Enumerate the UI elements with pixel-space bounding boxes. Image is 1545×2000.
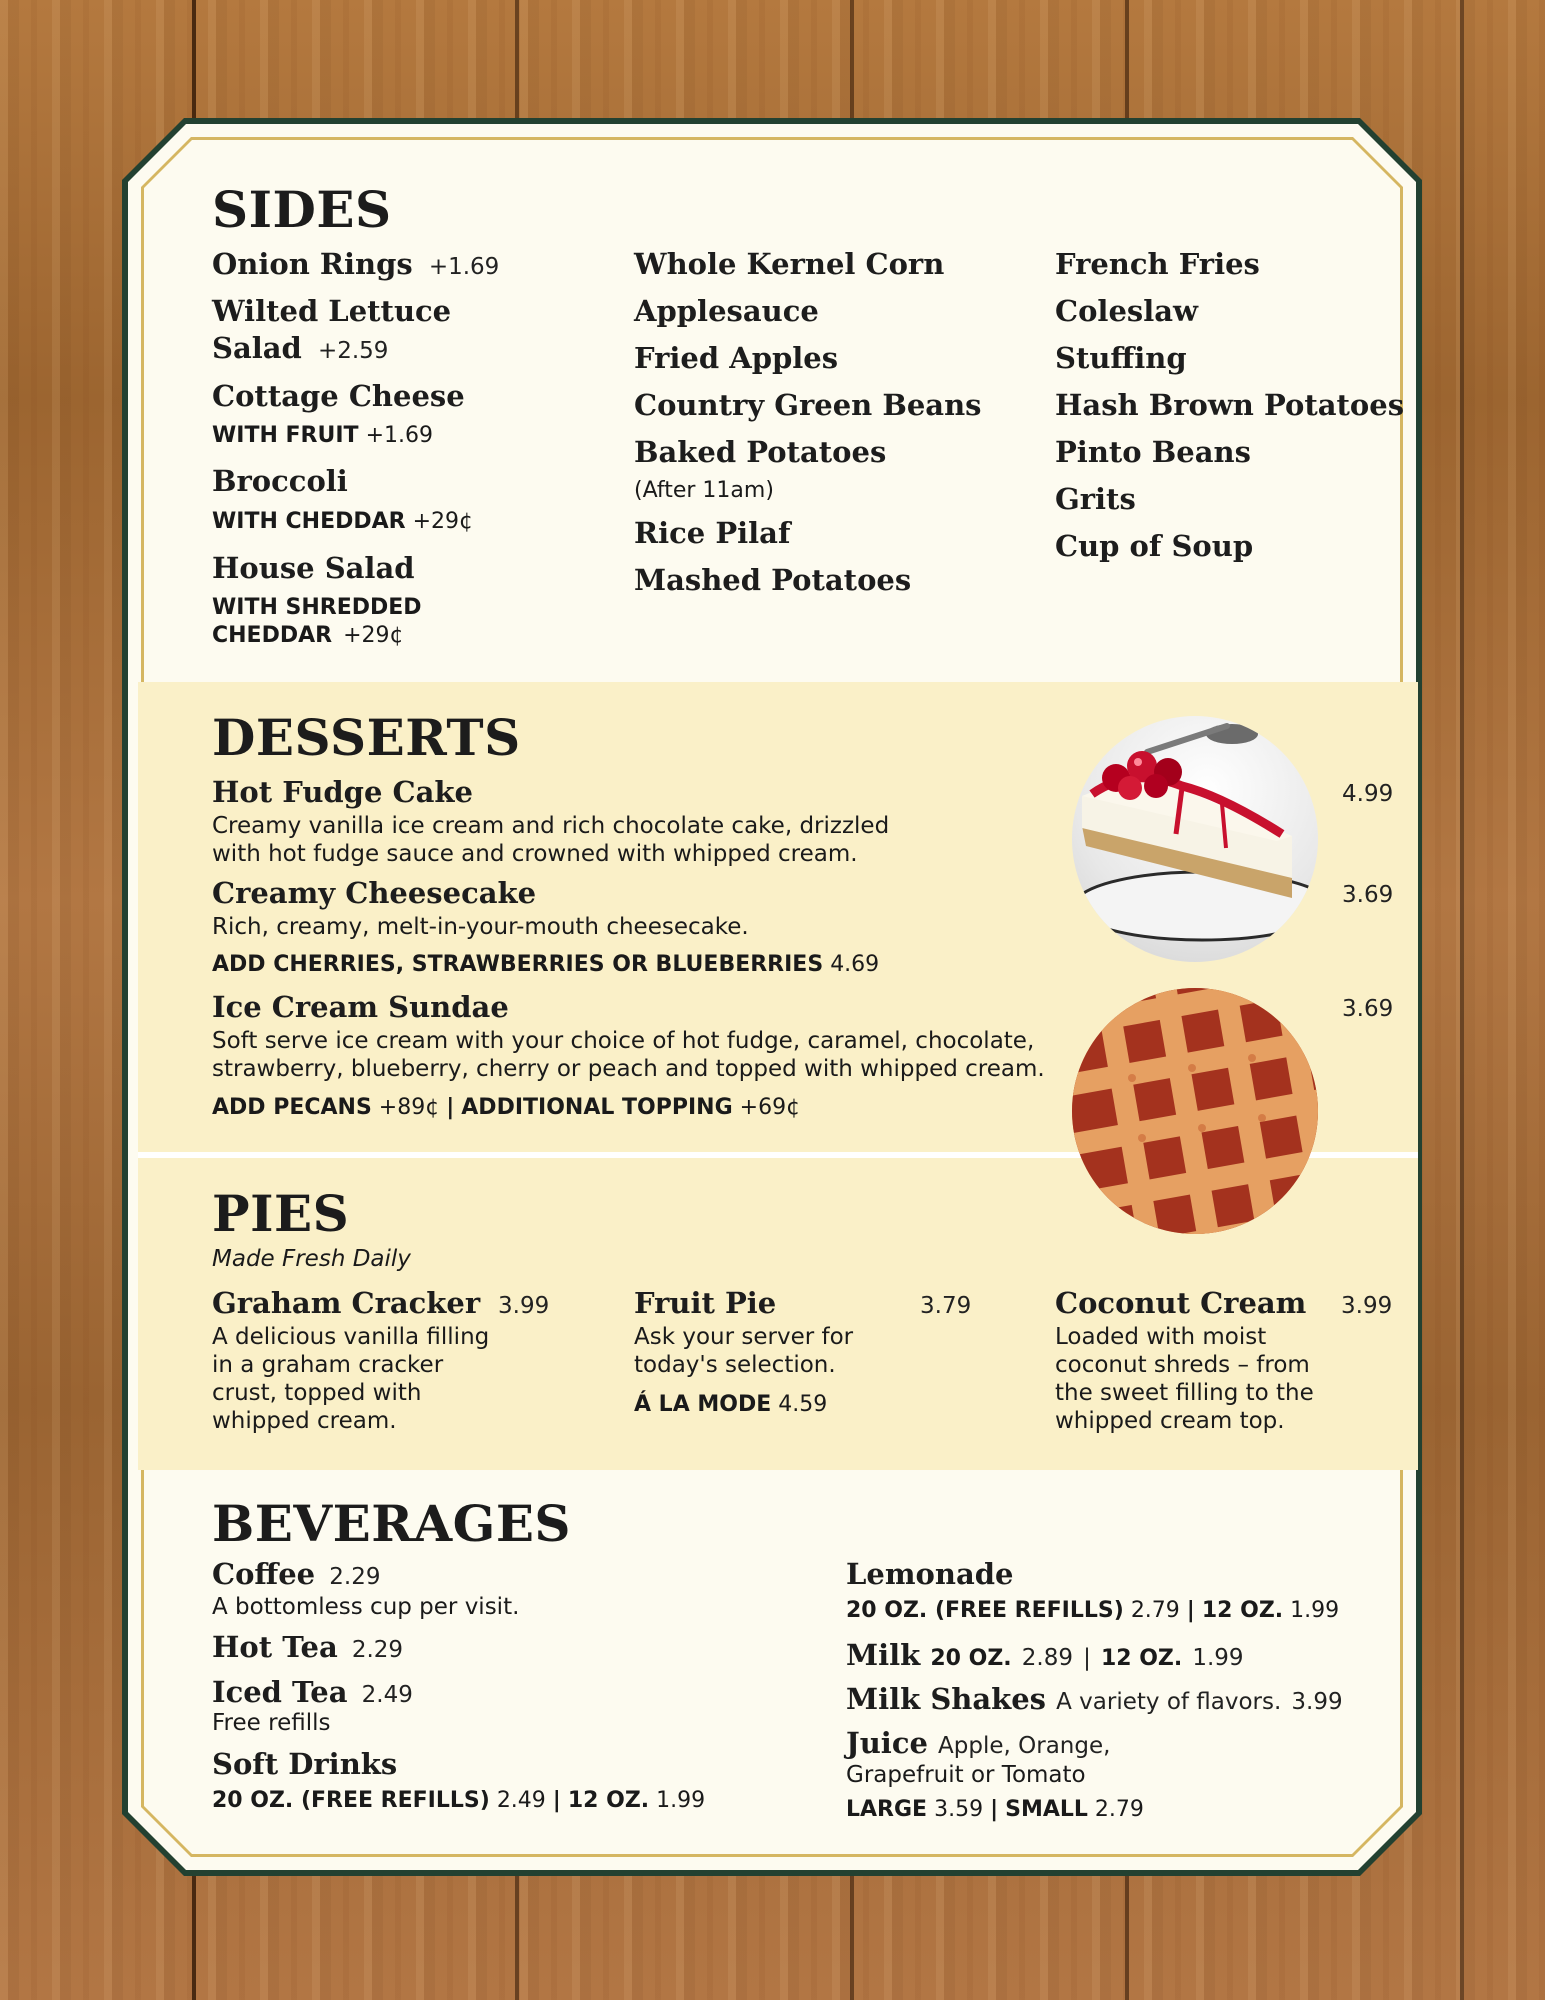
pie-graham-cracker: Graham Cracker	[212, 1286, 481, 1320]
size-price: 2.79	[1130, 1598, 1180, 1623]
side-item: Baked Potatoes	[634, 435, 887, 469]
desserts-heading: DESSERTS	[212, 708, 521, 767]
beverage-description: Free refills	[212, 1710, 331, 1736]
side-house-salad-option-line1: WITH SHREDDED	[212, 595, 422, 620]
pie-description: whipped cream top.	[1055, 1408, 1285, 1434]
size-price: 3.59	[934, 1797, 984, 1822]
beverage-milk	[846, 1638, 1244, 1672]
dessert-hot-fudge-cake: Hot Fudge Cake	[212, 775, 473, 809]
size-label: 12 OZ.	[1100, 1646, 1183, 1671]
pie-price: 3.99	[498, 1293, 550, 1319]
pie-price: 3.79	[920, 1293, 972, 1319]
addon-label: ADD CHERRIES, STRAWBERRIES OR BLUEBERRIES	[212, 952, 824, 977]
pie-illustration	[1072, 988, 1318, 1234]
addon-price: 4.69	[830, 952, 880, 977]
dessert-description: Creamy vanilla ice cream and rich chocolate cake, drizzled	[212, 813, 890, 839]
item-name: Hot Tea	[212, 1630, 338, 1664]
beverage-description: Grapefruit or Tomato	[846, 1762, 1086, 1788]
pie-description: crust, topped with	[212, 1380, 422, 1406]
cheesecake-photo	[1072, 716, 1318, 962]
item-price: 2.49	[361, 1682, 413, 1708]
item-name: Salad	[212, 331, 302, 365]
dessert-price: 3.69	[1342, 882, 1394, 908]
beverages-heading: BEVERAGES	[212, 1494, 572, 1553]
size-price: 2.79	[1094, 1797, 1144, 1822]
side-item: French Fries	[1055, 247, 1260, 281]
size-label: 12 OZ.	[567, 1788, 650, 1813]
option-label: WITH FRUIT	[212, 423, 359, 448]
item-description: A variety of flavors.	[1056, 1689, 1282, 1715]
option-price: +1.69	[365, 423, 433, 448]
side-wilted-lettuce-line1: Wilted Lettuce	[212, 294, 452, 328]
side-item-note: (After 11am)	[634, 478, 774, 503]
pie-description: coconut shreds – from	[1055, 1352, 1310, 1378]
side-house-salad-option	[212, 623, 404, 648]
beverage-milk-shakes	[846, 1682, 1343, 1716]
wood-seam	[1460, 0, 1464, 2000]
pie-description: in a graham cracker	[212, 1352, 444, 1378]
dessert-price: 3.69	[1342, 996, 1394, 1022]
side-wilted-lettuce	[212, 331, 388, 365]
size-label: 12 OZ.	[1201, 1598, 1284, 1623]
dessert-addon	[212, 952, 879, 977]
dessert-addon	[212, 1095, 800, 1120]
size-price: 1.99	[1290, 1598, 1340, 1623]
size-label: 20 OZ. (FREE REFILLS)	[212, 1788, 490, 1813]
item-name: Milk	[846, 1638, 921, 1672]
beverage-sizes	[846, 1598, 1339, 1623]
beverage-lemonade: Lemonade	[846, 1557, 1014, 1591]
option-price: +29¢	[412, 509, 474, 534]
cheesecake-illustration	[1072, 716, 1318, 962]
item-price: 2.29	[351, 1637, 404, 1663]
dessert-description: strawberry, blueberry, cherry or peach and topped with whipped cream.	[212, 1056, 1045, 1082]
pie-description: the sweet filling to the	[1055, 1380, 1314, 1406]
size-price: 2.49	[496, 1788, 546, 1813]
side-item: Stuffing	[1055, 341, 1187, 375]
beverage-hot-tea	[212, 1630, 403, 1664]
item-price: 3.99	[1291, 1689, 1343, 1715]
pie-photo	[1072, 988, 1318, 1234]
pie-description: today's selection.	[634, 1352, 836, 1378]
beverage-description: A bottomless cup per visit.	[212, 1594, 520, 1620]
pie-coconut-cream: Coconut Cream	[1055, 1286, 1307, 1320]
item-name: Iced Tea	[212, 1675, 348, 1709]
size-label: 20 OZ. (FREE REFILLS)	[846, 1598, 1124, 1623]
dessert-price: 4.99	[1342, 781, 1394, 807]
item-name: Milk Shakes	[846, 1682, 1047, 1716]
size-price: 2.89	[1021, 1645, 1073, 1671]
size-label: LARGE	[846, 1797, 928, 1822]
size-price: 1.99	[656, 1788, 706, 1813]
size-separator: |	[552, 1788, 561, 1813]
item-name: Juice	[846, 1726, 928, 1760]
option-label: CHEDDAR	[212, 623, 333, 648]
pies-subtitle: Made Fresh Daily	[212, 1246, 411, 1272]
dessert-creamy-cheesecake: Creamy Cheesecake	[212, 876, 537, 910]
size-separator: |	[1083, 1645, 1091, 1671]
pie-addon	[634, 1392, 827, 1417]
pie-description: whipped cream.	[212, 1408, 397, 1434]
option-label: WITH CHEDDAR	[212, 509, 406, 534]
side-item: Coleslaw	[1055, 294, 1198, 328]
side-item: Applesauce	[634, 294, 819, 328]
pie-fruit-pie: Fruit Pie	[634, 1286, 777, 1320]
side-item: Mashed Potatoes	[634, 563, 912, 597]
beverage-soft-drinks: Soft Drinks	[212, 1747, 398, 1781]
addon-label: ADD PECANS	[212, 1095, 372, 1120]
pie-description: Ask your server for	[634, 1324, 854, 1350]
pie-description: A delicious vanilla filling	[212, 1324, 490, 1350]
size-separator: |	[1186, 1598, 1195, 1623]
size-label: 20 OZ.	[930, 1646, 1012, 1671]
dessert-description: Rich, creamy, melt-in-your-mouth cheesecake.	[212, 914, 749, 940]
dessert-ice-cream-sundae: Ice Cream Sundae	[212, 990, 509, 1024]
side-item: Pinto Beans	[1055, 435, 1251, 469]
item-price: +1.69	[428, 254, 500, 280]
pies-heading: PIES	[212, 1184, 350, 1243]
addon-price: +69¢	[739, 1095, 801, 1120]
side-item: Whole Kernel Corn	[634, 247, 945, 281]
side-onion-rings	[212, 247, 499, 281]
addon-label: Á LA MODE	[634, 1392, 772, 1417]
beverage-coffee	[212, 1557, 380, 1591]
side-item: Rice Pilaf	[634, 516, 791, 550]
size-price: 1.99	[1192, 1645, 1244, 1671]
item-price: +2.59	[317, 338, 389, 364]
item-description: Apple, Orange,	[938, 1733, 1111, 1759]
dessert-description: with hot fudge sauce and crowned with whipped cream.	[212, 841, 858, 867]
pie-description: Loaded with moist	[1055, 1324, 1267, 1350]
side-item: Fried Apples	[634, 341, 839, 375]
side-item: Hash Brown Potatoes	[1055, 388, 1405, 422]
beverage-sizes	[846, 1797, 1144, 1822]
side-cottage-cheese: Cottage Cheese	[212, 379, 465, 413]
side-item: Country Green Beans	[634, 388, 982, 422]
addon-price: +89¢	[378, 1095, 440, 1120]
pie-price: 3.99	[1341, 1293, 1393, 1319]
beverage-iced-tea	[212, 1675, 413, 1709]
item-name: Coffee	[212, 1557, 316, 1591]
addon-separator: |	[446, 1095, 455, 1120]
size-label: SMALL	[1005, 1797, 1088, 1822]
sides-heading: SIDES	[212, 180, 392, 239]
option-price: +29¢	[343, 623, 404, 648]
item-name: Onion Rings	[212, 247, 413, 281]
beverage-sizes	[212, 1788, 705, 1813]
dessert-description: Soft serve ice cream with your choice of hot fudge, caramel, chocolate,	[212, 1028, 1035, 1054]
addon-label: ADDITIONAL TOPPING	[461, 1095, 733, 1120]
size-separator: |	[990, 1797, 999, 1822]
item-price: 2.29	[329, 1564, 381, 1590]
side-broccoli-option	[212, 509, 473, 534]
side-cottage-cheese-option	[212, 423, 433, 448]
addon-price: 4.59	[778, 1392, 828, 1417]
side-house-salad: House Salad	[212, 551, 415, 585]
beverage-juice	[846, 1726, 1110, 1760]
side-broccoli: Broccoli	[212, 464, 348, 498]
side-item: Cup of Soup	[1055, 529, 1254, 563]
side-item: Grits	[1055, 482, 1136, 516]
